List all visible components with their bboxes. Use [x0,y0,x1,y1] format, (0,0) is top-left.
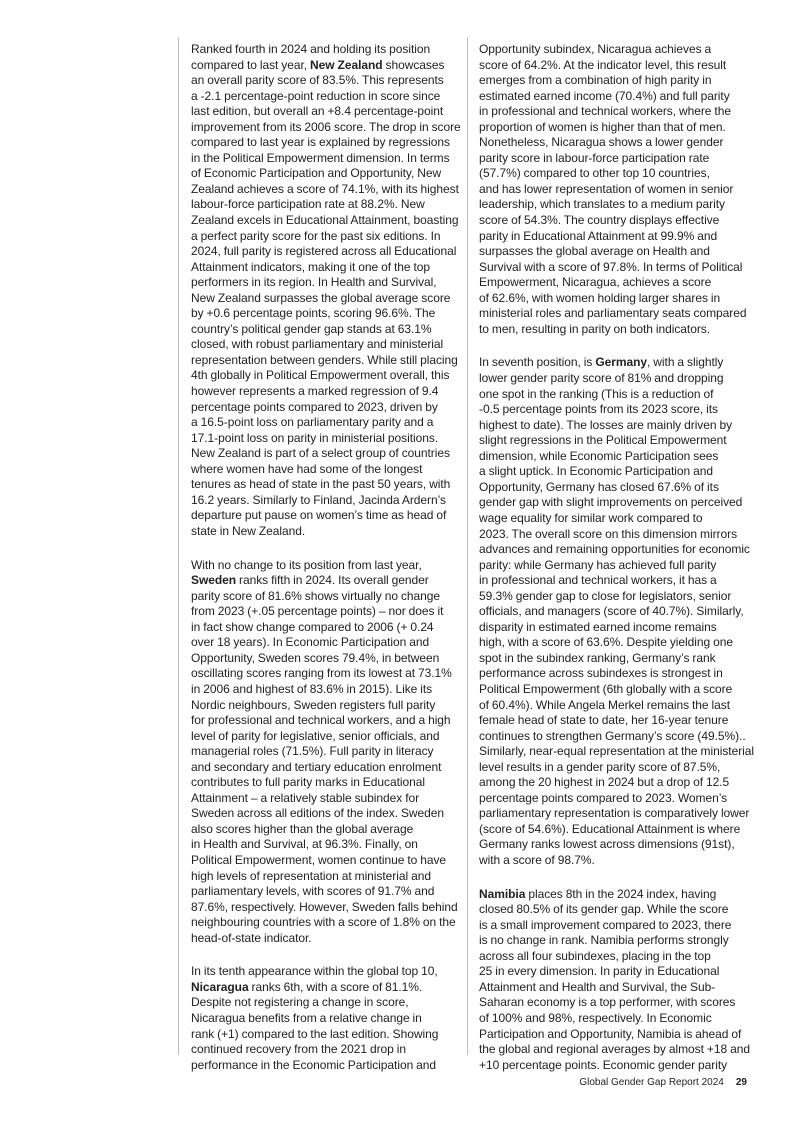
text-run: 17.1-point loss on parity in ministerial positions. [191,430,439,445]
text-line [191,197,461,213]
text-line [479,151,754,167]
text-line [479,322,754,338]
text-line [191,589,461,605]
text-line [191,135,461,151]
text-run: places 8th in the 2024 index, having [525,886,717,901]
text-line [191,558,461,574]
text-run: Nordic neighbours, Sweden registers full parity [191,697,436,712]
text-run: New Zealand surpasses the global average score [191,290,451,305]
text-line [479,495,754,511]
text-line [191,1011,461,1027]
text-run: Sweden across all editions of the index. Sweden [191,806,445,821]
text-run: neighbouring countries with a score of 1.8% on the [191,915,456,930]
text-run: Nonetheless, Nicaragua shows a lower gender [479,135,724,150]
text-run: of 60.4%). While Angela Merkel remains the last [479,697,731,712]
text-line [191,995,461,1011]
text-run: oscillating scores ranging from its lowest at 73.1% [191,666,452,681]
text-run: Zealand achieves a score of 74.1%, with its highest [191,181,459,196]
text-line [191,337,461,353]
text-run: is a small improvement compared to 2023, there [479,917,732,932]
text-run: state in New Zealand. [191,523,306,538]
text-run: country’s political gender gap stands at 63.1% [191,321,432,336]
text-run: a slight uptick. In Economic Participation and [479,464,714,479]
text-line [479,887,754,903]
text-run: continued recovery from the 2021 drop in [191,1042,406,1057]
paragraph [191,964,461,1073]
text-line [479,964,754,980]
text-run: advances and remaining opportunities for economic [479,542,750,557]
paragraph [479,42,754,337]
text-line [191,291,461,307]
text-run: +10 percentage points. Economic gender parity [479,1057,728,1072]
text-line [191,651,461,667]
text-run: Opportunity, Germany has closed 67.6% of its [479,479,719,494]
text-line [479,291,754,307]
text-run: is no change in rank. Namibia performs strongly [479,933,729,948]
paragraph [191,558,461,947]
country-name: Sweden [191,573,237,588]
text-run: tenures as head of state in the past 50 years, with [191,477,451,492]
text-run: officials, and managers (score of 40.7%). Similarly, [479,604,744,619]
text-run: a 16.5-point loss on parliamentary parity and a [191,415,434,430]
text-run: disparity in estimated earned income remains [479,619,717,634]
text-line [191,42,461,58]
text-run: score of 64.2%. At the indicator level, this result [479,57,727,72]
text-run: continues to strengthen Germany’s score (49.5%).. [479,728,746,743]
text-line [479,511,754,527]
text-line [479,558,754,574]
text-line [479,275,754,291]
text-run: (57.7%) compared to other top 10 countries, [479,166,710,181]
text-run: rank (+1) compared to the last edition. Showing [191,1026,439,1041]
paragraph [479,355,754,868]
text-run: of Economic Participation and Opportunity, New [191,166,442,181]
text-run: last edition, but overall an +8.4 percentage-point [191,104,444,119]
text-line [191,791,461,807]
text-run: a -2.1 percentage-point reduction in score since [191,88,441,103]
text-line [191,853,461,869]
text-line [191,260,461,276]
text-run: performance across subindexes is strongest in [479,666,723,681]
text-line [479,589,754,605]
text-line [479,229,754,245]
text-line [191,1058,461,1074]
text-line [479,729,754,745]
text-run: where women have had some of the longest [191,461,423,476]
text-run: proportion of women is higher than that of men. [479,119,726,134]
text-run: Nicaragua benefits from a relative change in [191,1011,422,1025]
text-line [191,666,461,682]
text-line [479,306,754,322]
country-name: Nicaragua [191,979,249,994]
text-line [191,524,461,540]
text-line [191,620,461,636]
text-line [191,822,461,838]
text-run: closed, with robust parliamentary and ministerial [191,337,444,352]
text-line [479,1011,754,1027]
text-run: parity: while Germany has achieved full parity [479,557,717,572]
text-run: emerges from a combination of high parity in [479,73,712,88]
text-run: ministerial roles and parliamentary seats compared [479,306,747,321]
text-line [479,604,754,620]
text-line [479,527,754,543]
text-column-left [191,42,461,1091]
text-run: over 18 years). In Economic Participation and [191,635,430,650]
text-run: dimension, while Economic Participation sees [479,448,719,463]
text-run: departure put pause on women’s time as head of [191,508,447,523]
text-line [191,306,461,322]
paragraph [479,887,754,1074]
text-run: an overall parity score of 83.5%. This represents [191,73,444,88]
text-run: Ranked fourth in 2024 and holding its position [191,42,431,56]
text-run: Despite not registering a change in score, [191,995,409,1010]
text-line [191,744,461,760]
text-run: percentage points compared to 2023, driven by [191,399,438,414]
text-line [191,182,461,198]
text-line [191,368,461,384]
text-run: parity score of 81.6% shows virtually no change [191,588,441,603]
text-run: managerial roles (71.5%). Full parity in literacy [191,744,434,759]
text-line [479,1058,754,1074]
text-run: level of parity for legislative, senior officials, and [191,728,440,743]
text-run: the global and regional averages by almost +18 and [479,1042,750,1057]
text-line [191,166,461,182]
text-line [191,869,461,885]
text-run: in Health and Survival, at 96.3%. Finally, on [191,837,418,852]
text-run: from 2023 (+.05 percentage points) – nor does it [191,604,444,619]
text-line [191,698,461,714]
text-run: by +0.6 percentage points, scoring 96.6%. The [191,306,436,321]
text-line [479,542,754,558]
text-line [479,620,754,636]
text-run: surpasses the global average on Health and [479,244,710,259]
text-run: Attainment indicators, making it one of the top [191,259,431,274]
text-line [479,666,754,682]
text-line [191,729,461,745]
text-run: Attainment – a relatively stable subindex for [191,790,420,805]
column-divider-rule [467,37,468,1055]
text-run: in fact show change compared to 2006 (+ 0.24 [191,619,434,634]
text-run: lower gender parity score of 81% and dropping [479,371,724,386]
text-line [479,775,754,791]
text-run: 2023. The overall score on this dimension mirrors [479,526,738,541]
text-line [479,480,754,496]
text-line [191,1042,461,1058]
text-line [479,837,754,853]
text-run: for professional and technical workers, and a high [191,713,451,728]
text-line [191,73,461,89]
text-run: leadership, which translates to a medium parity [479,197,725,212]
text-line [479,418,754,434]
text-line [479,197,754,213]
text-line [191,353,461,369]
text-line [191,58,461,74]
text-run: Empowerment, Nicaragua, achieves a score [479,275,712,290]
text-line [191,151,461,167]
text-line [191,837,461,853]
country-name: New Zealand [310,57,383,72]
text-run: New Zealand is part of a select group of countries [191,446,450,461]
text-line [191,760,461,776]
text-line [479,995,754,1011]
text-run: Political Empowerment (6th globally with a score [479,681,733,696]
text-run: contributes to full parity marks in Educational [191,775,425,790]
text-run: compared to last year is explained by regressions [191,135,450,150]
text-run: Similarly, near-equal representation at the ministerial [479,744,754,759]
text-line [191,244,461,260]
text-run: 25 in every dimension. In parity in Educational [479,964,720,979]
text-run: Political Empowerment, women continue to have [191,852,447,867]
text-run: a perfect parity score for the past six editions. In [191,228,441,243]
text-run: 16.2 years. Similarly to Finland, Jacinda Ardern’s [191,492,446,507]
text-run: 59.3% gender gap to close for legislators, senior [479,588,732,603]
text-run: wage equality for similar work compared to [479,510,703,525]
text-run: Opportunity subindex, Nicaragua achieves a [479,42,712,56]
text-line [479,791,754,807]
text-run: 2024, full parity is registered across all Educational [191,244,457,259]
text-line [479,213,754,229]
text-line [191,980,461,996]
text-line [191,775,461,791]
text-run: Zealand excels in Educational Attainment, boasting [191,213,459,228]
text-line [479,402,754,418]
text-line [479,1027,754,1043]
text-run: slight regressions in the Political Empowerment [479,433,727,448]
text-run: Opportunity, Sweden scores 79.4%, in between [191,650,440,665]
text-line [479,58,754,74]
text-run: of 100% and 98%, respectively. In Economic [479,1011,712,1025]
text-line [479,933,754,949]
text-line [479,902,754,918]
text-line [479,89,754,105]
text-line [479,760,754,776]
text-line [479,244,754,260]
text-run: Survival with a score of 97.8%. In terms of Political [479,259,743,274]
text-run: performers in its region. In Health and Survival, [191,275,437,290]
text-run: across all four subindexes, placing in the top [479,948,711,963]
text-line [191,682,461,698]
text-line [479,120,754,136]
text-line [479,682,754,698]
text-line [479,651,754,667]
text-line [479,918,754,934]
text-line [191,462,461,478]
text-line [191,213,461,229]
text-run: in professional and technical workers, where the [479,104,731,119]
text-run: estimated earned income (70.4%) and full parity [479,88,730,103]
text-run: high, with a score of 63.6%. Despite yielding one [479,635,733,650]
text-line [191,275,461,291]
text-run: in professional and technical workers, it has a [479,573,717,588]
text-line [479,166,754,182]
text-line [191,884,461,900]
text-run: (score of 54.6%). Educational Attainment is where [479,821,741,836]
text-run: with a score of 98.7%. [479,852,595,867]
text-run: parliamentary representation is comparatively lower [479,806,750,821]
text-run: gender gap with slight improvements on perceived [479,495,743,510]
text-run: head-of-state indicator. [191,930,312,945]
country-name: Germany [595,355,648,370]
text-run: ranks fifth in 2024. Its overall gender [236,573,429,588]
text-line [191,89,461,105]
text-run: in the Political Empowerment dimension. In terms [191,150,450,165]
text-run: Germany ranks lowest across dimensions (91st), [479,837,735,852]
text-run: one spot in the ranking (This is a reduction of [479,386,714,401]
country-name: Namibia [479,886,526,901]
text-run: level results in a gender parity score of 87.5%, [479,759,721,774]
text-run: closed 80.5% of its gender gap. While the score [479,902,729,917]
text-line [479,387,754,403]
text-run: and has lower representation of women in senior [479,181,734,196]
text-line [191,573,461,589]
text-line [479,744,754,760]
text-run: Saharan economy is a top performer, with scores [479,995,736,1010]
text-line [479,822,754,838]
text-run: Attainment and Health and Survival, the Sub- [479,979,716,994]
text-line [479,980,754,996]
text-line [479,698,754,714]
footer-report-title: Global Gender Gap Report 2024 [579,1077,724,1088]
text-run: showcases [382,57,445,72]
text-line [191,915,461,931]
text-line [191,229,461,245]
text-line [191,431,461,447]
text-run: performance in the Economic Participation and [191,1057,437,1072]
text-line [191,1027,461,1043]
text-run: 87.6%, respectively. However, Sweden falls behind [191,899,458,914]
text-line [191,120,461,136]
text-line [191,604,461,620]
text-line [191,104,461,120]
paragraph [191,42,461,540]
text-line [191,384,461,400]
text-run: female head of state to date, her 16-year tenure [479,713,729,728]
text-line [479,260,754,276]
text-run: Participation and Opportunity, Namibia is ahead of [479,1026,742,1041]
text-column-right [479,42,754,1091]
text-line [191,446,461,462]
text-run: among the 20 highest in 2024 but a drop of 12.5 [479,775,730,790]
text-run: , with a slightly [647,355,724,370]
text-run: -0.5 percentage points from its 2023 score, its [479,402,719,417]
text-run: In seventh position, is [479,355,596,370]
text-line [479,949,754,965]
text-line [191,415,461,431]
text-line [191,477,461,493]
text-line [479,449,754,465]
text-line [479,806,754,822]
text-line [479,104,754,120]
text-run: to men, resulting in parity on both indicators. [479,321,711,336]
text-run: also scores higher than the global average [191,821,414,836]
text-run: In its tenth appearance within the global top 10, [191,964,438,979]
text-line [479,713,754,729]
text-line [191,508,461,524]
page-footer [579,1077,747,1088]
text-run: parity in Educational Attainment at 99.9% and [479,228,718,243]
text-line [191,931,461,947]
text-run: percentage points compared to 2023. Women’s [479,790,728,805]
text-run: representation between genders. While still placing [191,352,458,367]
text-line [479,635,754,651]
text-line [191,900,461,916]
text-run: of 62.6%, with women holding larger shares in [479,290,721,305]
text-line [479,464,754,480]
text-line [191,635,461,651]
text-run: however represents a marked regression of 9.4 [191,384,439,399]
text-line [479,433,754,449]
text-line [191,493,461,509]
text-line [479,182,754,198]
text-run: parity score in labour-force participation rate [479,150,710,165]
text-line [191,322,461,338]
text-run: in 2006 and highest of 83.6% in 2015). Like its [191,681,433,696]
text-run: 4th globally in Political Empowerment overall, this [191,368,450,383]
text-line [479,355,754,371]
text-run: spot in the subindex ranking, Germany’s rank [479,650,716,665]
text-run: high levels of representation at ministerial and [191,868,431,883]
page-number: 29 [735,1077,747,1088]
text-run: score of 54.3%. The country displays effective [479,213,720,228]
text-run: compared to last year, [191,57,311,72]
left-column-rule [178,37,179,1055]
text-line [479,73,754,89]
text-run: improvement from its 2006 score. The drop in score [191,119,461,134]
text-line [479,1042,754,1058]
text-line [191,400,461,416]
text-line [479,42,754,58]
text-run: ranks 6th, with a score of 81.1%. [248,979,423,994]
text-line [191,964,461,980]
text-run: parliamentary levels, with scores of 91.7% and [191,884,435,899]
text-run: and secondary and tertiary education enrolment [191,759,442,774]
text-line [479,371,754,387]
text-line [191,713,461,729]
text-run: labour-force participation rate at 88.2%. New [191,197,425,212]
text-line [191,806,461,822]
text-line [479,135,754,151]
text-line [479,573,754,589]
text-run: highest to date). The losses are mainly driven by [479,417,733,432]
text-line [479,853,754,869]
text-run: With no change to its position from last year, [191,557,422,572]
